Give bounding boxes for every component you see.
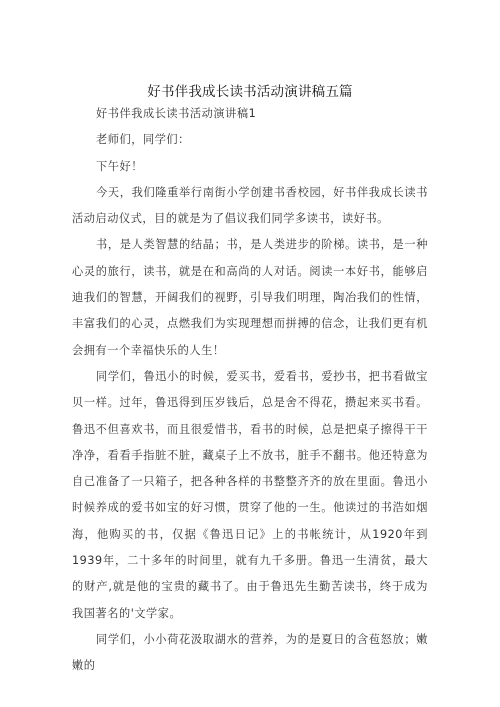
paragraph: 同学们，鲁迅小的时候，爱买书，爱看书，爱抄书，把书看做宝贝一样。过年，鲁迅得到压岁钱后，总是舍不得花，攒起来买书看。鲁迅不但喜欢书，而且很爱惜书，看书的时候，总是把桌子擦得干干净净，看看手指脏不脏，藏桌子上不放书，脏手不翻书。他还特意为自己准备了一只箱子，把各种各样的书整整齐齐的放在里面。鲁迅小时候养成的爱书如宝的好习惯，贯穿了他的一生。他读过的书浩如烟海，他购买的书，仅据《鲁迅日记》上的书帐统计，从1920年到1939年，二十多年的时间里，就有九千多册。鲁迅一生清贫，最大的财产,就是他的宝贵的藏书了。由于鲁迅先生勤苦读书，终于成为我国著名的'文学家。: [72, 369, 428, 620]
paragraph: 同学们，小小荷花汲取湖水的营养，为的是夏日的含苞怒放；嫩嫩的: [72, 632, 428, 673]
paragraph: 书，是人类智慧的结晶；书，是人类进步的阶梯。读书，是一种心灵的旅行，读书，就是在和高尚的人对话。阅读一本好书，能够启迪我们的智慧，开阔我们的视野，引导我们明理，陶冶我们的性情，丰富我们的心灵，点燃我们为实现理想而拼搏的信念，让我们更有机会拥有一个幸福快乐的人生！: [72, 238, 428, 357]
salutation: 下午好！: [96, 159, 143, 173]
greeting: 老师们，同学们：: [96, 133, 190, 147]
document-title: 好书伴我成长读书活动演讲稿五篇: [147, 84, 353, 100]
document-body: [72, 101, 428, 680]
paragraph: 今天，我们隆重举行南街小学创建书香校园，好书伴我成长读书活动启动仪式，目的就是为了倡议我们同学多读书，读好书。: [72, 185, 428, 226]
section-heading: 好书伴我成长读书活动演讲稿1: [96, 107, 257, 120]
